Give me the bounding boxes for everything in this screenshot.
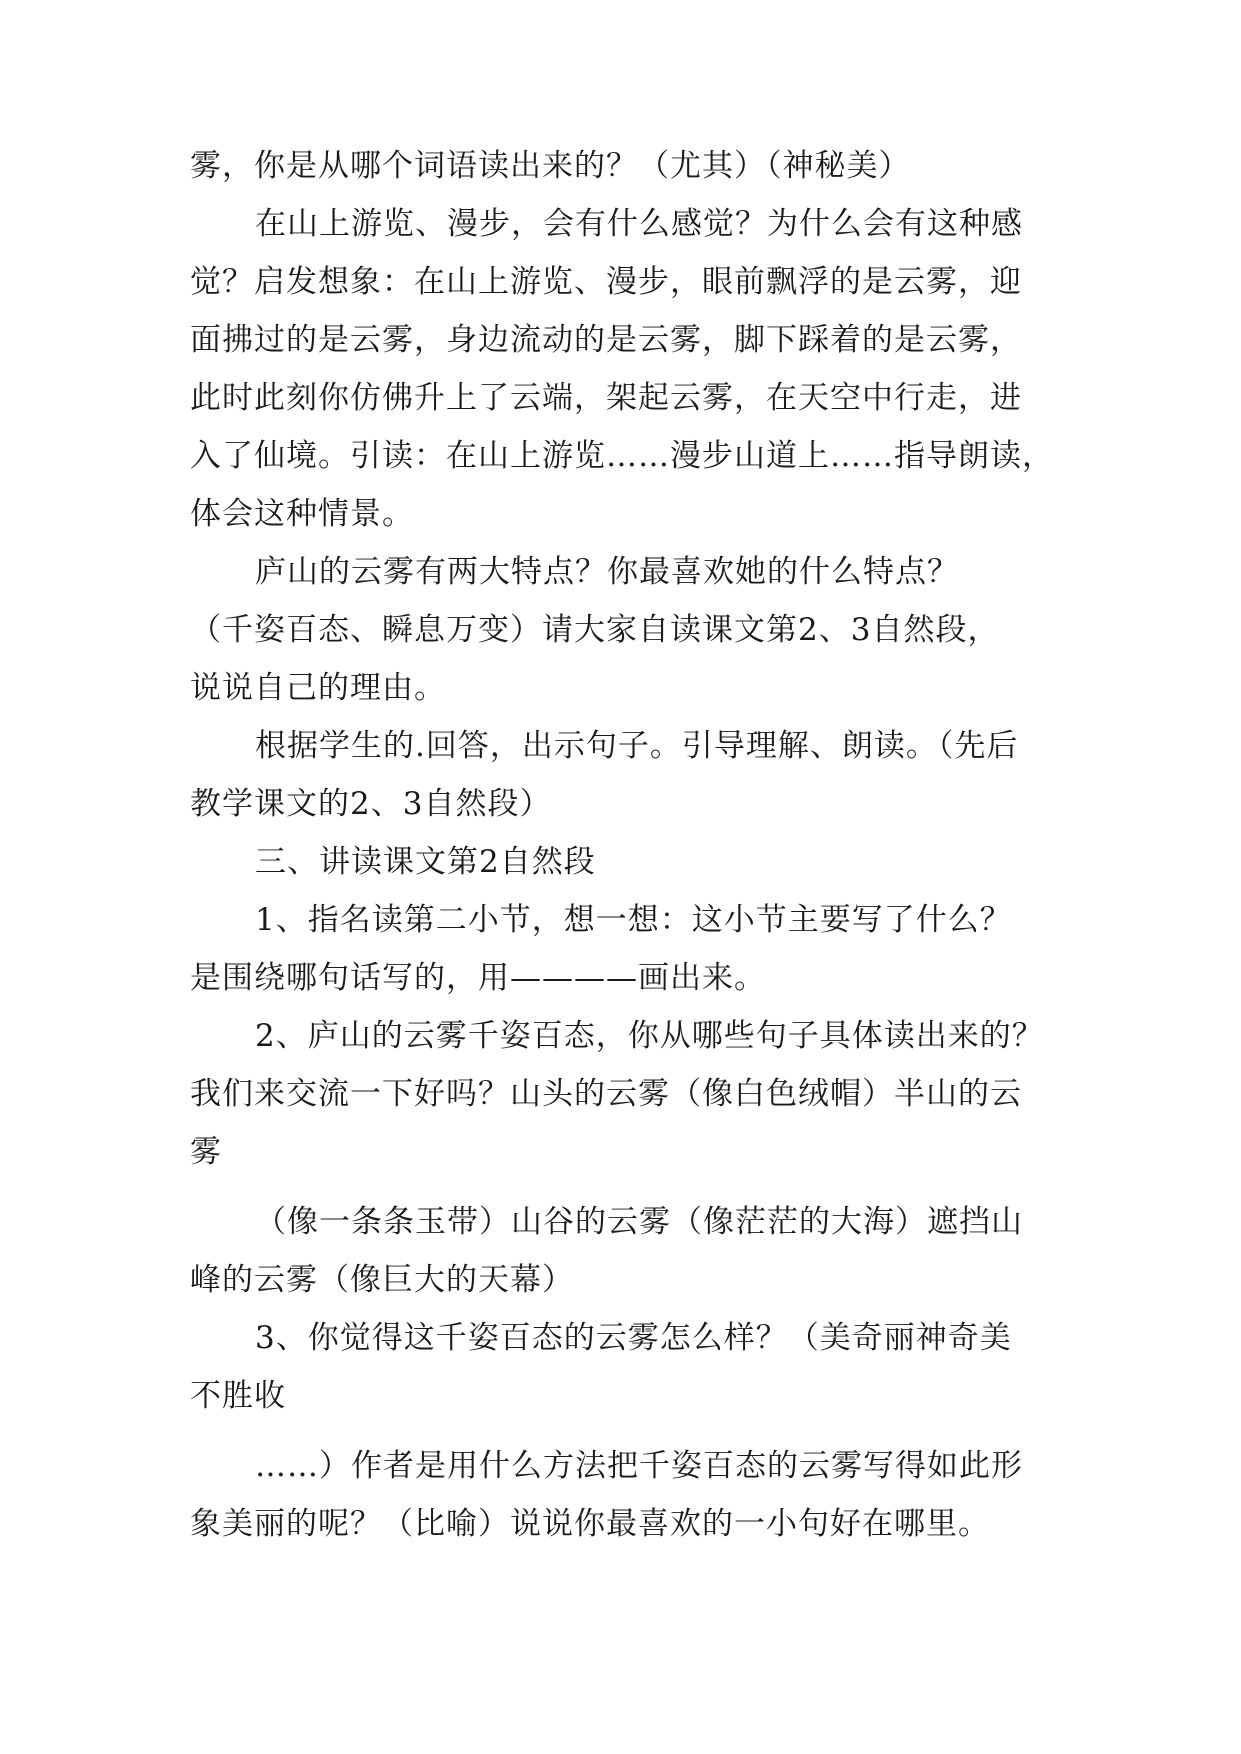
text-line: 体会这种情景。 xyxy=(190,496,414,532)
text-line: 面拂过的是云雾，身边流动的是云雾，脚下踩着的是云雾， xyxy=(190,322,1022,358)
text-line: 是围绕哪句话写的，用————画出来。 xyxy=(190,960,766,996)
text-line: （像一条条玉带）山谷的云雾（像茫茫的大海）遮挡山 xyxy=(255,1204,1023,1240)
text-line: 3、你觉得这千姿百态的云雾怎么样？（美奇丽神奇美 xyxy=(255,1320,1012,1356)
section-heading: 三、讲读课文第2自然段 xyxy=(255,844,596,880)
text-line: 教学课文的2、3自然段） xyxy=(190,786,552,822)
text-line: 我们来交流一下好吗？山头的云雾（像白色绒帽）半山的云 xyxy=(190,1076,1022,1112)
text-line: （千姿百态、瞬息万变）请大家自读课文第2、3自然段， xyxy=(190,612,1000,648)
text-line: 说说自己的理由。 xyxy=(190,670,446,706)
text-line: 2、庐山的云雾千姿百态，你从哪些句子具体读出来的？ xyxy=(255,1018,1044,1054)
text-line: 根据学生的.回答，出示句子。引导理解、朗读。（先后 xyxy=(255,728,1019,764)
text-line: 此时此刻你仿佛升上了云端，架起云雾，在天空中行走，进 xyxy=(190,380,1022,416)
text-line: 1、指名读第二小节，想一想：这小节主要写了什么？ xyxy=(255,902,1012,938)
text-line: 庐山的云雾有两大特点？你最喜欢她的什么特点？ xyxy=(255,554,959,590)
text-line: 象美丽的呢？（比喻）说说你最喜欢的一小句好在哪里。 xyxy=(190,1506,990,1542)
text-line: ……）作者是用什么方法把千姿百态的云雾写得如此形 xyxy=(255,1448,1023,1484)
text-line: 峰的云雾（像巨大的天幕） xyxy=(190,1262,574,1298)
text-line: 在山上游览、漫步，会有什么感觉？为什么会有这种感 xyxy=(255,206,1023,242)
text-line: 入了仙境。引读：在山上游览……漫步山道上……指导朗读， xyxy=(190,438,1054,474)
text-line: 不胜收 xyxy=(190,1378,286,1414)
text-line: 觉？启发想象：在山上游览、漫步，眼前飘浮的是云雾，迎 xyxy=(190,264,1022,300)
text-line: 雾，你是从哪个词语读出来的？（尤其）（神秘美） xyxy=(190,148,911,184)
text-line: 雾 xyxy=(190,1134,222,1170)
